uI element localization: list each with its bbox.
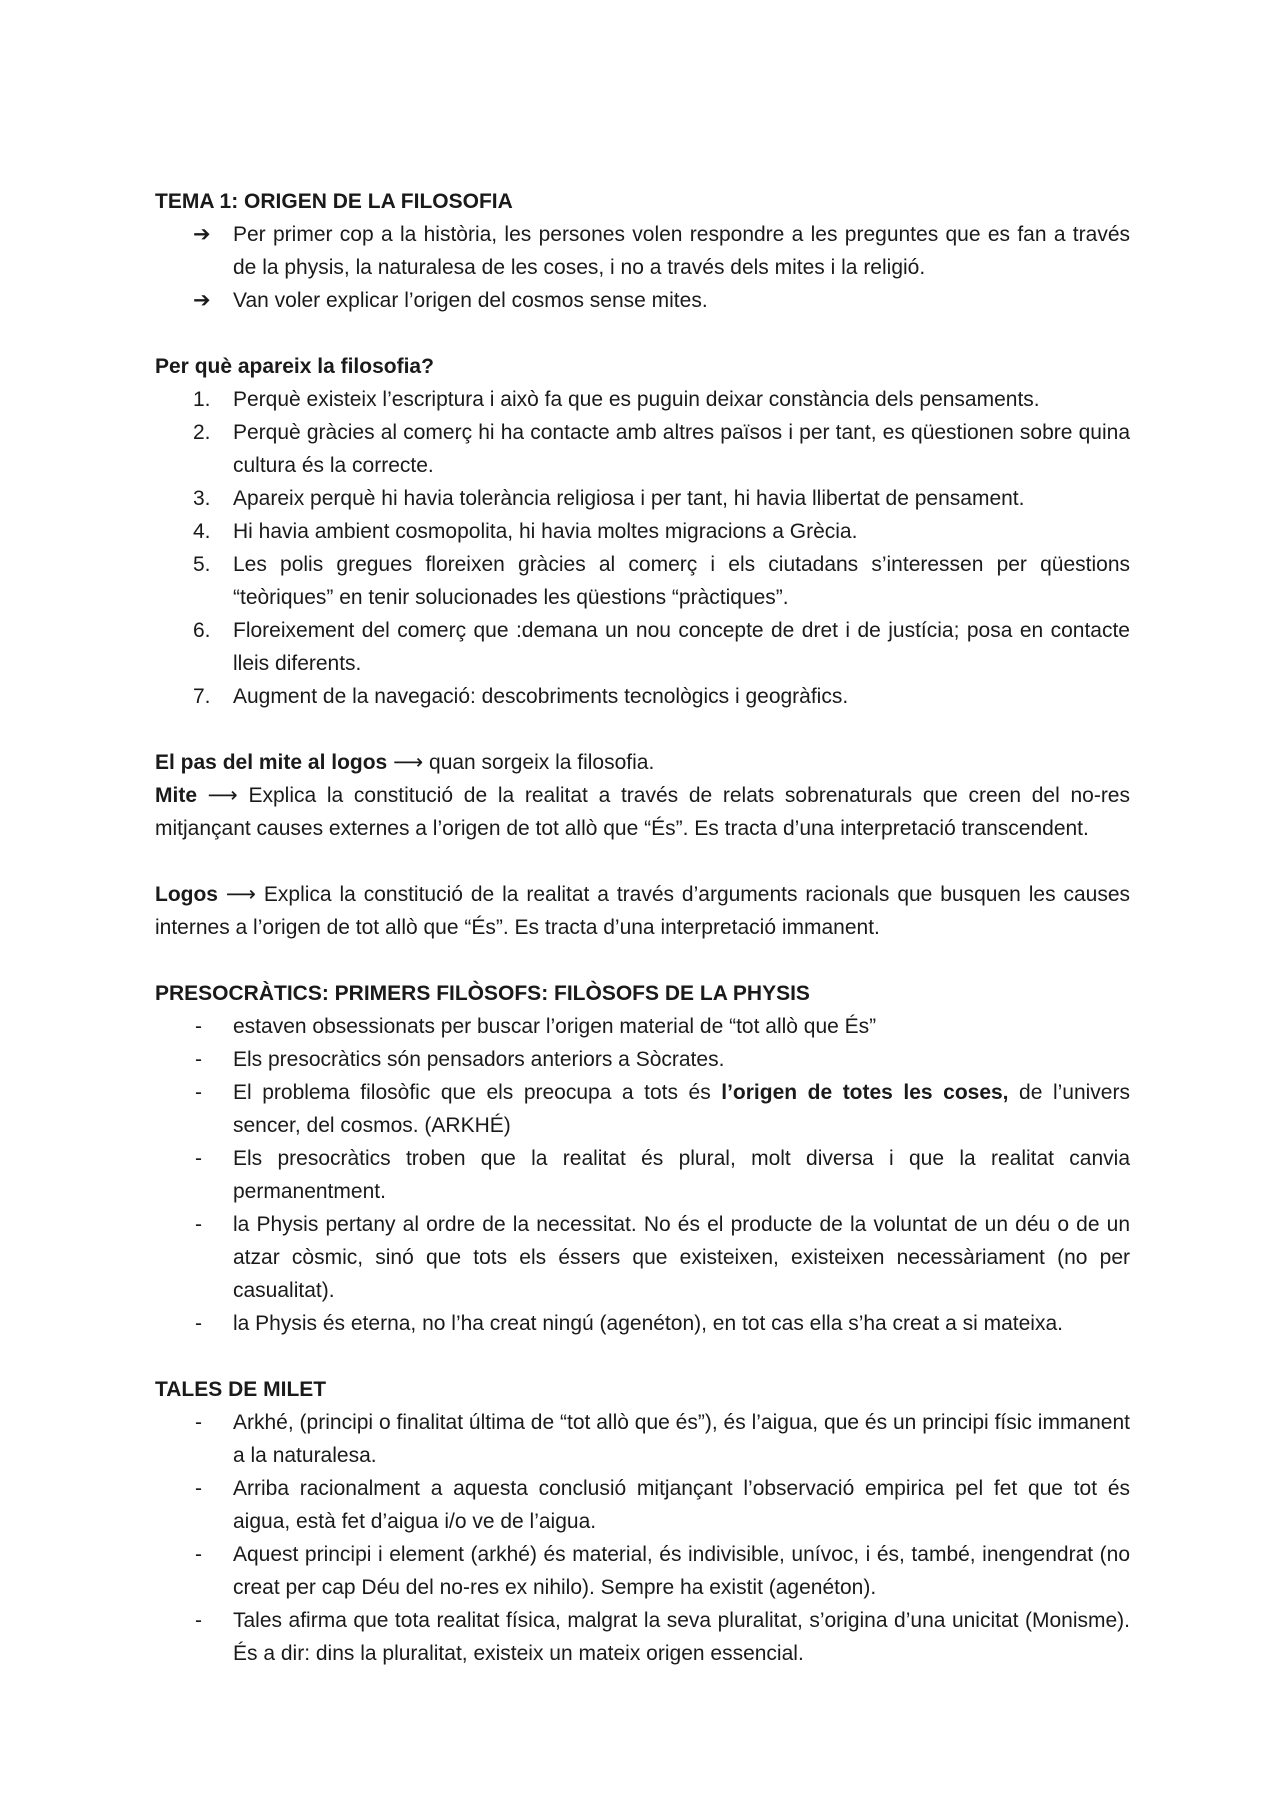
tales-list	[155, 1406, 1130, 1670]
section-title-per-que: Per què apareix la filosofia?	[155, 355, 434, 378]
list-item	[155, 1076, 1130, 1142]
list-item-text: Apareix perquè hi havia tolerància religiosa i per tant, hi havia llibertat de pensament.	[233, 487, 1025, 510]
list-number: 5.	[193, 553, 211, 576]
list-item-text: Tales afirma que tota realitat física, malgrat la seva pluralitat, s’origina d’una unicitat (Monisme). És a dir: dins la pluralitat, existeix un mateix origen essencial.	[233, 1609, 1130, 1665]
mite-logos-heading-line	[155, 746, 1130, 779]
list-item	[155, 1142, 1130, 1208]
list-item	[155, 284, 1130, 317]
list-item-text: la Physis pertany al ordre de la necessitat. No és el producte de la voluntat de un déu o de un atzar còsmic, sinó que tots els éssers que existeixen, existeixen necessàriament (no per casualitat).	[233, 1213, 1130, 1302]
list-item	[155, 680, 1130, 713]
list-item	[155, 218, 1130, 284]
list-item-text: Augment de la navegació: descobriments tecnològics i geogràfics.	[233, 685, 849, 708]
list-number: 7.	[193, 685, 211, 708]
logos-paragraph	[155, 878, 1130, 944]
list-item-text: Aquest principi i element (arkhé) és material, és indivisible, unívoc, i és, també, inengendrat (no creat per cap Déu del no-res ex nihilo). Sempre ha existit (agenéton).	[233, 1543, 1130, 1599]
logos-label: Logos	[155, 883, 218, 906]
dash-bullet-icon: -	[195, 1147, 202, 1170]
list-item-text: Arriba racionalment a aquesta conclusió mitjançant l’observació empirica pel fet que tot és aigua, està fet d’aigua i/o ve de l’aigua.	[233, 1477, 1130, 1533]
list-item	[155, 1472, 1130, 1538]
list-item	[155, 416, 1130, 482]
dash-bullet-icon: -	[195, 1543, 202, 1566]
list-item	[155, 482, 1130, 515]
list-item	[155, 515, 1130, 548]
list-item	[155, 1010, 1130, 1043]
list-item-text-after: de l’univers sencer, del cosmos. (ARKHÉ)	[233, 1081, 1130, 1137]
list-item-text: Els presocràtics són pensadors anteriors a Sòcrates.	[233, 1048, 725, 1071]
dash-bullet-icon: -	[195, 1477, 202, 1500]
list-item-text: Van voler explicar l’origen del cosmos sense mites.	[233, 289, 708, 312]
arrow-bullet-icon: ➔	[193, 289, 211, 312]
list-item-text-before: El problema filosòfic que els preocupa a tots és	[233, 1081, 722, 1104]
dash-bullet-icon: -	[195, 1609, 202, 1632]
list-number: 6.	[193, 619, 211, 642]
list-item	[155, 548, 1130, 614]
list-item	[155, 1307, 1130, 1340]
numbered-list	[155, 383, 1130, 713]
dash-bullet-icon: -	[195, 1411, 202, 1434]
section-title-mite-logos: El pas del mite al logos	[155, 751, 388, 774]
list-item-text-bold: l’origen de totes les coses,	[721, 1081, 1009, 1104]
list-item	[155, 1208, 1130, 1307]
list-item-text: Els presocràtics troben que la realitat és plural, molt diversa i que la realitat canvia permanentment.	[233, 1147, 1130, 1203]
arrow-bullet-icon: ➔	[193, 223, 211, 246]
mite-text: ⟶ Explica la constitució de la realitat a través de relats sobrenaturals que creen del no-res mitjançant causes externes a l’origen de tot allò que “És”. Es tracta d’una interpretació transcendent.	[155, 784, 1130, 840]
tema1-bullet-list	[155, 218, 1130, 317]
logos-text: ⟶ Explica la constitució de la realitat a través d’arguments racionals que busquen les causes internes a l’origen de tot allò que “És”. Es tracta d’una interpretació immanent.	[155, 883, 1130, 939]
list-item-text: Les polis gregues floreixen gràcies al comerç i els ciutadans s’interessen per qüestions “teòriques” en tenir solucionades les qüestions “pràctiques”.	[233, 553, 1130, 609]
list-item	[155, 1406, 1130, 1472]
list-number: 4.	[193, 520, 211, 543]
list-number: 3.	[193, 487, 211, 510]
list-item	[155, 614, 1130, 680]
list-item	[155, 1043, 1130, 1076]
list-number: 2.	[193, 421, 211, 444]
list-item-text: Perquè gràcies al comerç hi ha contacte amb altres països i per tant, es qüestionen sobre quina cultura és la correcte.	[233, 421, 1130, 477]
section-title-tema1: TEMA 1: ORIGEN DE LA FILOSOFIA	[155, 190, 513, 213]
presocratics-list	[155, 1010, 1130, 1340]
list-item-text: Floreixement del comerç que :demana un nou concepte de dret i de justícia; posa en contacte lleis diferents.	[233, 619, 1130, 675]
list-item	[155, 1604, 1130, 1670]
mite-paragraph	[155, 779, 1130, 845]
document-content	[155, 185, 1130, 1670]
section-title-presocratics: PRESOCRÀTICS: PRIMERS FILÒSOFS: FILÒSOFS DE LA PHYSIS	[155, 982, 810, 1005]
list-item	[155, 383, 1130, 416]
dash-bullet-icon: -	[195, 1213, 202, 1236]
heading-continuation: ⟶ quan sorgeix la filosofia.	[387, 751, 655, 774]
mite-label: Mite	[155, 784, 197, 807]
list-item-text: Per primer cop a la història, les persones volen respondre a les preguntes que es fan a través de la physis, la naturalesa de les coses, i no a través dels mites i la religió.	[233, 223, 1130, 279]
dash-bullet-icon: -	[195, 1312, 202, 1335]
dash-bullet-icon: -	[195, 1048, 202, 1071]
list-number: 1.	[193, 388, 211, 411]
list-item-text: Hi havia ambient cosmopolita, hi havia moltes migracions a Grècia.	[233, 520, 858, 543]
dash-bullet-icon: -	[195, 1015, 202, 1038]
list-item-text: la Physis és eterna, no l’ha creat ningú (agenéton), en tot cas ella s’ha creat a si mateixa.	[233, 1312, 1063, 1335]
section-title-tales: TALES DE MILET	[155, 1378, 327, 1401]
dash-bullet-icon: -	[195, 1081, 202, 1104]
list-item-text: Arkhé, (principi o finalitat última de “tot allò que és”), és l’aigua, que és un principi físic immanent a la naturalesa.	[233, 1411, 1130, 1467]
list-item-text: estaven obsessionats per buscar l’origen material de “tot allò que És”	[233, 1015, 877, 1038]
list-item-text: Perquè existeix l’escriptura i això fa que es puguin deixar constància dels pensaments.	[233, 388, 1040, 411]
list-item	[155, 1538, 1130, 1604]
